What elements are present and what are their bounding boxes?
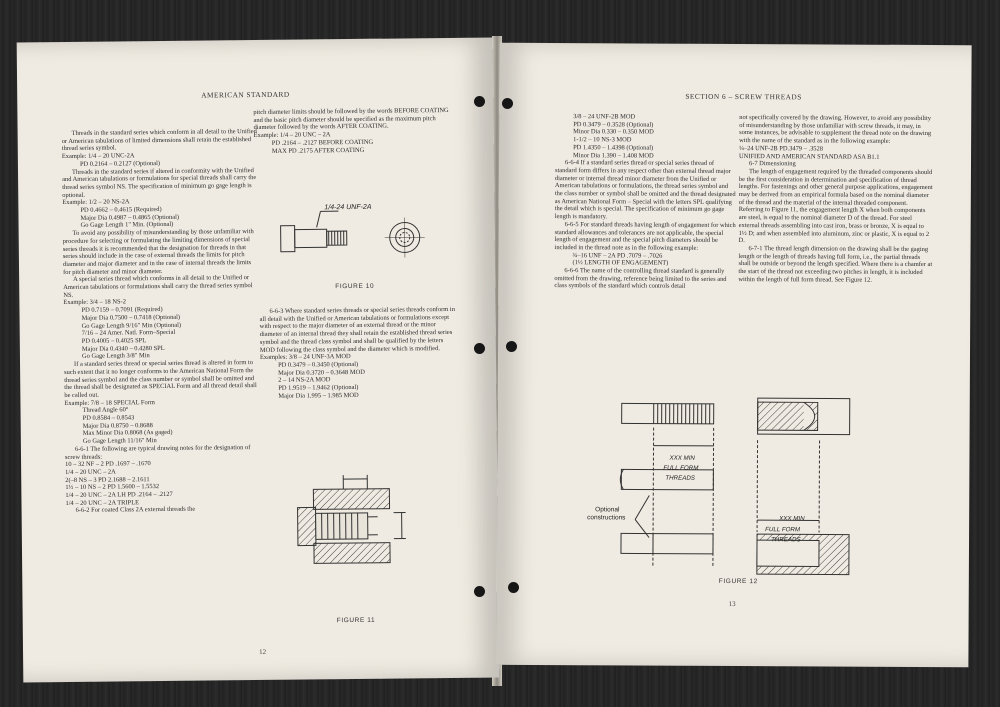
paragraph-line: To avoid any possibility of misunderstanding by those unfamiliar with procedure for selecting or formulating the limiting dimensions of special series threads it is recommended that the designation for threads in that series should include in the case of external threads the limits for pitch diameter and major diameter and in the case of internal threads the limits for pitch diameter and minor diameter. <box>62 228 254 276</box>
binding-hole-right-top <box>502 98 513 109</box>
paragraph-line: 10 – 32 NF – 2 PD .1697 – .1670 <box>65 460 151 469</box>
paragraph-line: Go Gage Length 3/8" Min <box>81 352 150 361</box>
paragraph-line: Threads in the standard series if altered in conformity with the Unified and American tabulations or formulations for special threads shall carry the thread series symbol NS. The specification of minimum go gage length is optional. <box>62 166 257 199</box>
paragraph-line: PD 0.2164 – 0.2127 (Optional) <box>79 159 161 168</box>
paragraph-line: Go Gage Length 1" Min. (Optional) <box>80 221 174 230</box>
paragraph-line: Example: 1/4 – 20 UNC-2A <box>61 152 135 161</box>
paragraph-line: If a standard series thread or special series thread is altered in form to such extent that it no longer conforms to the American National Form the thread series symbol and the class number or symbol shall be omitted and the thread shall be designated as SPECIAL Form and all thread detail shall be called out. <box>64 359 257 399</box>
right-column-1 <box>554 113 737 291</box>
paragraph-line: Max Minor Dia 0.8068 (As gaged) <box>82 429 173 438</box>
paragraph-line: 6-6-1 The following are typical drawing notes for the designation of screw threads: <box>64 443 251 461</box>
left-page-number: 12 <box>259 647 267 657</box>
paragraph-line: ¾–16 UNF – 2A PD .7079 – .7026 <box>572 251 663 260</box>
figure-11-caption: FIGURE 11 <box>336 616 376 625</box>
right-page <box>496 43 971 667</box>
paragraph-line: Minor Dia 0.330 – 0.350 MOD <box>573 128 654 136</box>
paragraph-line: Major Dia 0.8750 – 0.8688 <box>82 421 153 430</box>
paragraph-line: PD 0.8584 – 0.8543 <box>82 414 135 422</box>
paragraph-line: UNIFIED AND AMERICAN STANDARD ASA B1.1 <box>739 152 880 161</box>
binding-hole-right-middle <box>506 341 517 352</box>
fig12-threads-label-2: THREADS <box>771 536 801 544</box>
figure-11 <box>283 466 444 598</box>
paragraph-line: A special series thread which conforms in all detail to the Unified or American tabulations or formulations shall carry the thread series symbol NS. <box>63 274 253 299</box>
paragraph-line: 6-6-3 Where standard series threads or special series threads conform in all detail with the Unified or American tabulations or formulations except with respect to the major diameter of an external thread or the minor diameter of an internal thread they shall retain the established thread series symbol and the thread class symbol and shall be qualified by the letters MOD following the class symbol and the diameter which is modified. <box>259 305 455 354</box>
paragraph-line: Example: 1/2 – 20 NS-2A <box>62 198 130 207</box>
paragraph-line: MAX PD .2175 AFTER COATING <box>271 146 365 155</box>
paragraph-line: PD 0.4662 – 0.4615 (Required) <box>80 206 162 214</box>
fig12-optional-label: Optional <box>595 506 620 514</box>
paragraph-line: 2 – 14 NS-2A MOD <box>278 376 331 385</box>
paragraph-line: 6-7-1 The thread length dimension on the drawing shall be the gaging length or the length of threads having full form, i.e., the partial threads shall be outside or beyond the length specified. Where there is a chamfer at the start of the thread not exceeding two pitches in length, it is included within the length of full form thread. See Figure 12. <box>738 245 933 284</box>
paragraph-line: PD 0.4005 – 0.4025 SPL <box>81 337 147 345</box>
paragraph-line: PD 0.7159 – 0.7091 (Required) <box>81 306 163 315</box>
paragraph-line: Thread Angle 60° <box>82 406 129 415</box>
paragraph-line: PD 0.3479 – 0.3528 (Optional) <box>573 120 654 129</box>
paragraph-line: Example: 1/4 – 20 UNC – 2A <box>253 131 331 140</box>
left-column-2-middle <box>259 306 460 401</box>
binding-hole-left-middle <box>474 343 485 354</box>
fig12-fullform-label-2: FULL FORM <box>765 526 801 534</box>
paragraph-line: Go Gage Length 11/16" Min <box>82 437 157 445</box>
right-page-number: 13 <box>728 599 736 609</box>
paragraph-line: 6-6-4 If a standard series thread or special series thread of standard form differs in any respect other than external thread major diameter or internal thread minor diameter from the Unified or American tabulations or formulations, the thread series symbol and the class number or symbol shall be omitted and the thread designated as American National Form – Special with the letters SPL qualifying the detail which is special. The specification of minimum go gage length is mandatory. <box>554 159 736 221</box>
paragraph-line: PD 1.4350 – 1.4398 (Optional) <box>573 143 654 152</box>
paragraph-line: 2(–8 NS – 3 PD 2.1688 – 2.1611 <box>65 475 150 484</box>
paragraph-line: not specifically covered by the drawing. However, to avoid any possibility of misunderstanding by those unfamiliar with screw threads, it may, in some instances, be advisable to supplement the thread note on the drawing with the name of the standard as in the following example: <box>739 114 932 145</box>
left-page <box>17 38 500 683</box>
paragraph-line: The length of engagement required by the threaded components should be the first consideration in determination and specification of thread lengths. For fastenings and other general purpose applications, engagement may be derived from an empirical formula based on the nominal diameter of the thread and the material of the internal threaded component. Referring to Figure 11, the engagement length X when both components are steel, is equal to the nominal diameter D of the thread. For steel external threads assembling into cast iron, brass or bronze, X is equal to 1½ D; and when assembled into aluminum, zinc or plastic, X is equal to 2 D. <box>738 167 933 245</box>
paragraph-line: Major Dia 0.4340 – 0.4280 SPL <box>81 344 165 353</box>
paragraph-line: 6-7 Dimensioning <box>748 160 796 168</box>
paragraph-line: 1-1/2 – 10 NS-3 MOD <box>573 136 632 144</box>
paragraph-line: PD .2164 – .2127 BEFORE COATING <box>271 138 374 147</box>
paragraph-line: Example: 7/8 – 18 SPECIAL Form <box>64 398 155 407</box>
paragraph-line: Major Dia 1.995 – 1.985 MOD <box>278 391 359 400</box>
figure-10 <box>268 188 449 280</box>
paragraph-line: ¼–24 UNF-2B PD.3479 – .3528 <box>739 144 823 153</box>
paragraph-line: 1½ – 10 NS – 2 PD 1.5600 – 1.5532 <box>65 483 160 492</box>
left-column-2-top <box>253 107 451 155</box>
figure-12 <box>587 387 934 579</box>
binding-hole-left-top <box>474 96 485 107</box>
paragraph-line: PD 0.3479 – 0.3450 (Optional) <box>278 360 359 369</box>
paragraph-line: Go Gage Length 9/16" Min (Optional) <box>81 321 182 330</box>
figure-10-caption: FIGURE 10 <box>335 282 375 291</box>
paragraph-line: 1/4 – 20 UNC – 2A TRIPLE <box>65 499 140 507</box>
left-column-1 <box>62 128 262 515</box>
paragraph-line: 7/16 – 24 Amer. Natl. Form–Special <box>81 329 176 338</box>
paragraph-line: Examples: 3/8 – 24 UNF-3A MOD <box>259 353 351 362</box>
right-running-header: SECTION 6 – SCREW THREADS <box>685 91 802 102</box>
binding-hole-left-bottom <box>474 586 485 597</box>
paragraph-line: 1/4 – 20 UNC – 2A <box>65 468 116 476</box>
paragraph-line: Major Dia 0.4987 – 0.4865 (Optional) <box>80 213 180 222</box>
paragraph-line: Example: 3/4 – 18 NS-2 <box>63 298 127 307</box>
fig12-fullform-label-1: FULL FORM <box>663 464 699 472</box>
right-column-2 <box>738 114 933 284</box>
fig12-threads-label-1: THREADS <box>665 474 695 482</box>
binding-hole-right-bottom <box>508 582 519 593</box>
paragraph-line: Minor Dia 1.390 – 1.408 MOD <box>573 151 654 160</box>
paragraph-line: Threads in the standard series which conform in all detail to the Unified or American tabulations of limited dimensions shall retain the established thread series symbol. <box>61 128 257 153</box>
paragraph-line: (1½ LENGTH OF ENGAGEMENT) <box>572 259 669 268</box>
left-running-header: AMERICAN STANDARD <box>201 89 290 100</box>
paragraph-line: 3/8 – 24 UNF-2B MOD <box>573 113 636 121</box>
paragraph-line: 6-6-2 For coated Class 2A external threads the <box>75 506 196 515</box>
paragraph-line: pitch diameter limits should be followed by the words BEFORE COATING and the basic pitch diameter should be specified as the maximum pitch diameter followed by the words AFTER COATING. <box>253 106 449 132</box>
paragraph-line: 6-6-5 For standard threads having length of engagement for which standard allowances and tolerances are not applicable, the special length of engagement and the special pitch diameters should be included in the thread note as in the following example: <box>554 220 736 252</box>
fig12-min-label-1: XXX MIN <box>669 454 695 462</box>
figure-10-thread-label: 1/4-24 UNF-2A <box>324 203 372 212</box>
paragraph-line: PD 1.9519 – 1.9462 (Optional) <box>278 383 359 392</box>
paragraph-line: Major Dia 0.3720 – 0.3648 MOD <box>278 368 365 377</box>
paragraph-line: 6-6-6 The name of the controlling thread standard is generally omitted from the drawing, reference being limited to the series and class symbols of the standard which controls detail <box>554 267 727 291</box>
figure-12-caption: FIGURE 12 <box>718 577 758 586</box>
paragraph-line: 1/4 – 20 UNC – 2A LH PD .2164 – .2127 <box>65 490 173 500</box>
fig12-constructions-label: constructions <box>587 514 626 522</box>
paragraph-line: Major Dia 0.7500 – 0.7418 (Optional) <box>81 313 181 322</box>
fig12-min-label-2: XXX MIN <box>779 515 805 523</box>
